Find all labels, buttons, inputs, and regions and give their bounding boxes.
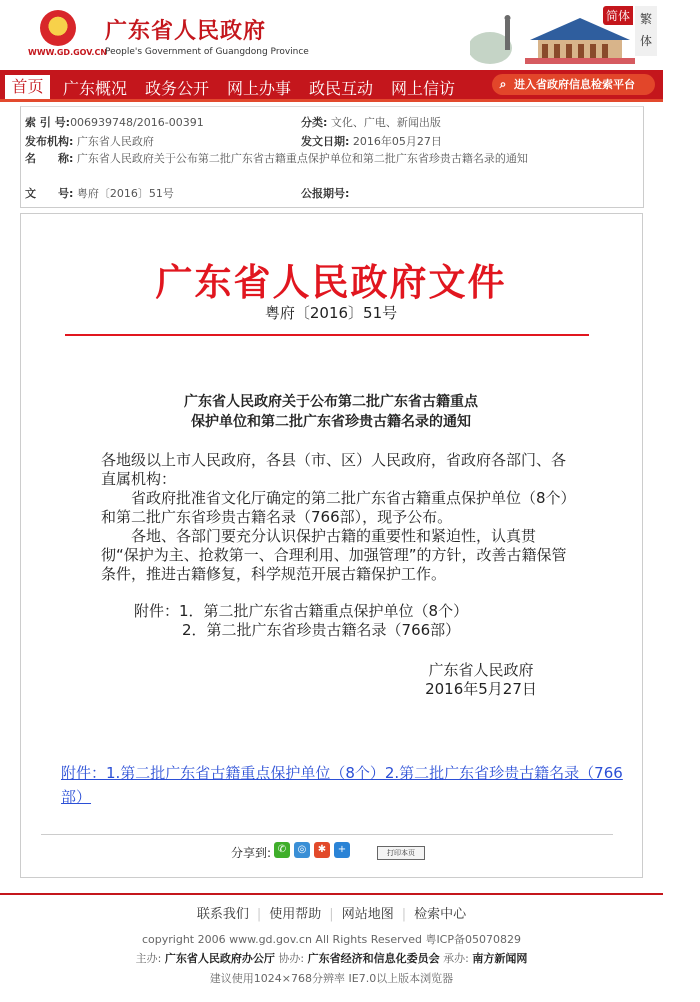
- copyright: copyright 2006 www.gd.gov.cn All Rights Reserved 粤ICP备05070829: [142, 933, 521, 946]
- print-button[interactable]: 打印本页: [377, 846, 425, 860]
- nav-online-services[interactable]: 网上办事: [227, 79, 292, 98]
- document-attachments: 附件：1．第二批广东省古籍重点保护单位（8个） 2．第二批广东省珍贵古籍名录（766部）: [134, 602, 469, 639]
- lang-simplified-link[interactable]: 简体: [603, 6, 633, 25]
- search-platform-label: 进入省政府信息检索平台: [514, 78, 635, 91]
- meta-date: 发文日期: 2016年05月27日: [301, 135, 442, 148]
- footer-link-help[interactable]: 使用帮助: [269, 907, 322, 922]
- document-number: 粤府〔2016〕51号: [264, 304, 398, 322]
- meta-name: 名 称: 广东省人民政府关于公布第二批广东省古籍重点保护单位和第二批广东省珍贵古籍名录的通知: [25, 152, 528, 165]
- attachment-link[interactable]: 附件：1.第二批广东省古籍重点保护单位（8个）2.第二批广东省珍贵古籍名录（766部）: [61, 764, 623, 806]
- footer-link-search[interactable]: 检索中心: [414, 907, 467, 922]
- document-meta: [20, 106, 644, 208]
- nav-overview[interactable]: 广东概况: [63, 79, 128, 98]
- document-addressee: 各地级以上市人民政府，各县（市、区）人民政府，省政府各部门、各直属机构：: [101, 451, 567, 488]
- nav-interaction[interactable]: 政民互动: [309, 79, 374, 98]
- browser-note: 建议使用1024×768分辨率 IE7.0以上版本浏览器: [209, 972, 454, 985]
- nav-petition[interactable]: 网上信访: [391, 79, 456, 98]
- document-title: 广东省人民政府关于公布第二批广东省古籍重点 保护单位和第二批广东省珍贵古籍名录的通知: [184, 394, 478, 430]
- document-head: 广东省人民政府文件: [155, 260, 507, 304]
- meta-issuer: 发布机构: 广东省人民政府: [25, 135, 154, 148]
- meta-docno: 文 号: 粤府〔2016〕51号: [25, 187, 174, 200]
- meta-gazette: 公报期号:: [301, 187, 350, 200]
- nav-gov-affairs[interactable]: 政务公开: [145, 79, 210, 98]
- more-share-icon[interactable]: +: [334, 842, 350, 858]
- footer-hosts: 主办: 广东省人民政府办公厅 协办: 广东省经济和信息化委员会 承办: 南方新闻网: [135, 952, 528, 965]
- wechat-share-icon[interactable]: ✆: [274, 842, 290, 858]
- meta-index: 索 引 号:006939748/2016-00391: [25, 116, 204, 129]
- divider: [41, 834, 613, 835]
- document-body: [20, 213, 643, 878]
- search-icon: ⌕: [499, 77, 507, 91]
- main-nav: [0, 70, 663, 102]
- footer-link-contact[interactable]: 联系我们: [196, 907, 249, 922]
- site-header: [0, 0, 700, 70]
- document-paragraph-1: 省政府批准省文化厅确定的第二批广东省古籍重点保护单位（8个）和第二批广东省珍贵古籍名录（766部），现予公布。: [101, 489, 569, 526]
- site-title-en: People's Government of Guangdong Province: [105, 47, 309, 57]
- red-divider: [65, 334, 589, 336]
- footer-link-sitemap[interactable]: 网站地图: [341, 907, 394, 922]
- site-title[interactable]: 广东省人民政府: [105, 18, 267, 44]
- footer-divider: [0, 893, 663, 895]
- document-paragraph-2: 各地、各部门要充分认识保护古籍的重要性和紧迫性，认真贯彻“保护为主、抢救第一、合理利用、加强管理”的方针，改善古籍保管条件，推进古籍修复，科学规范开展古籍保护工作。: [101, 527, 567, 583]
- weibo-share-icon[interactable]: ✱: [314, 842, 330, 858]
- qzone-share-icon[interactable]: ◎: [294, 842, 310, 858]
- lang-traditional-link[interactable]: 繁体: [635, 6, 657, 56]
- site-domain: WWW.GD.GOV.CN: [28, 48, 108, 57]
- document-signature: 广东省人民政府 2016年5月27日: [425, 661, 537, 698]
- search-platform-button[interactable]: [492, 74, 655, 95]
- nav-home[interactable]: 首页: [5, 75, 50, 99]
- footer-links: 联系我们 | 使用帮助 | 网站地图 | 检索中心: [196, 907, 467, 922]
- meta-category: 分类: 文化、广电、新闻出版: [301, 116, 441, 129]
- national-emblem-icon: ★: [40, 10, 76, 46]
- share-label: 分享到:: [231, 846, 272, 860]
